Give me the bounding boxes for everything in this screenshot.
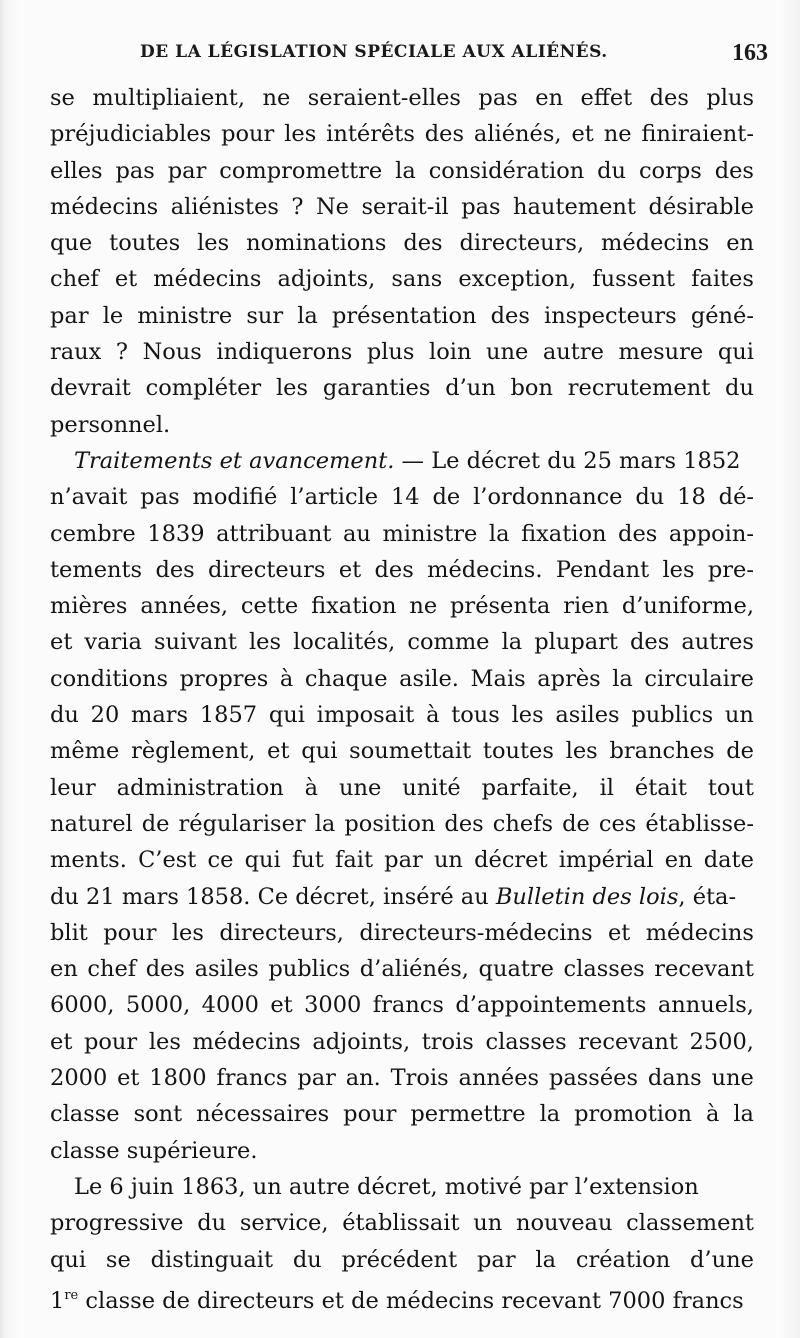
text-line: progressive du service, établissait un nouveau classement	[50, 1210, 754, 1237]
text-line: tements des directeurs et des médecins. Pendant les pre-	[50, 556, 754, 583]
ordinal-number: 1	[50, 1287, 65, 1314]
text-line: 6000, 5000, 4000 et 3000 francs d’appointements annuels,	[50, 992, 754, 1019]
text-line: mières années, cette fixation ne présenta rien d’uniforme,	[50, 593, 754, 620]
text-line: du 20 mars 1857 qui imposait à tous les asiles publics un	[50, 702, 754, 729]
text-line: et pour les médecins adjoints, trois classes recevant 2500,	[50, 1028, 754, 1055]
text-line: devrait compléter les garanties d’un bon recrutement du	[50, 375, 754, 402]
text-line: elles pas par compromettre la considération du corps des	[50, 157, 754, 184]
text-line: qui se distinguait du précédent par la création d’une	[50, 1246, 754, 1273]
text-line: cembre 1839 attribuant au ministre la fixation des appoin-	[50, 520, 754, 547]
body-text	[50, 80, 754, 1314]
section-heading: Traitements et avancement.	[74, 447, 395, 474]
text-line-bulletin	[50, 879, 754, 915]
bulletin-title: Bulletin des lois	[495, 883, 679, 910]
text-line: préjudiciables pour les intérêts des aliénés, et ne finiraient-	[50, 121, 754, 148]
page-number: 163	[732, 40, 768, 66]
text-line: n’avait pas modifié l’article 14 de l’ordonnance du 18 dé-	[50, 484, 754, 511]
text-line: chef et médecins adjoints, sans exception, fussent faites	[50, 266, 754, 293]
last-line-rest: classe de directeurs et de médecins recevant 7000 francs	[78, 1287, 744, 1314]
text-line: que toutes les nominations des directeurs, médecins en	[50, 230, 754, 257]
text-line: médecins aliénistes ? Ne serait-il pas hautement désirable	[50, 193, 754, 220]
text-line-last	[50, 1278, 754, 1314]
bulletin-line-start: du 21 mars 1858. Ce décret, inséré au	[50, 883, 496, 910]
text-line: 2000 et 1800 francs par an. Trois années passées dans une	[50, 1065, 754, 1092]
text-line: Le 6 juin 1863, un autre décret, motivé par l’extension	[74, 1173, 699, 1200]
text-line: raux ? Nous indiquerons plus loin une autre mesure qui	[50, 339, 754, 366]
section-line	[50, 443, 754, 479]
text-line: blit pour les directeurs, directeurs-médecins et médecins	[50, 919, 754, 946]
running-title: DE LA LÉGISLATION SPÉCIALE AUX ALIÉNÉS.	[140, 42, 608, 62]
text-line: et varia suivant les localités, comme la plupart des autres	[50, 629, 754, 656]
text-line: par le ministre sur la présentation des inspecteurs géné-	[50, 302, 754, 329]
text-line: conditions propres à chaque asile. Mais après la circulaire	[50, 665, 754, 692]
text-line: naturel de régulariser la position des chefs de ces établisse-	[50, 810, 754, 837]
text-line: se multipliaient, ne seraient-elles pas en effet des plus	[50, 85, 754, 111]
text-line: classe supérieure.	[50, 1137, 258, 1164]
text-line: même règlement, et qui soumettait toutes les branches de	[50, 738, 754, 765]
text-line: classe sont nécessaires pour permettre la promotion à la	[50, 1101, 754, 1128]
ordinal-suffix: re	[64, 1287, 79, 1303]
section-heading-rest: — Le décret du 25 mars 1852	[394, 447, 741, 474]
text-line: leur administration à une unité parfaite, il était tout	[50, 774, 754, 801]
text-line: ments. C’est ce qui fut fait par un décret impérial en date	[50, 847, 754, 874]
text-line: en chef des asiles publics d’aliénés, quatre classes recevant	[50, 956, 754, 983]
bulletin-line-end: , éta-	[678, 883, 737, 910]
text-line: personnel.	[50, 411, 171, 438]
